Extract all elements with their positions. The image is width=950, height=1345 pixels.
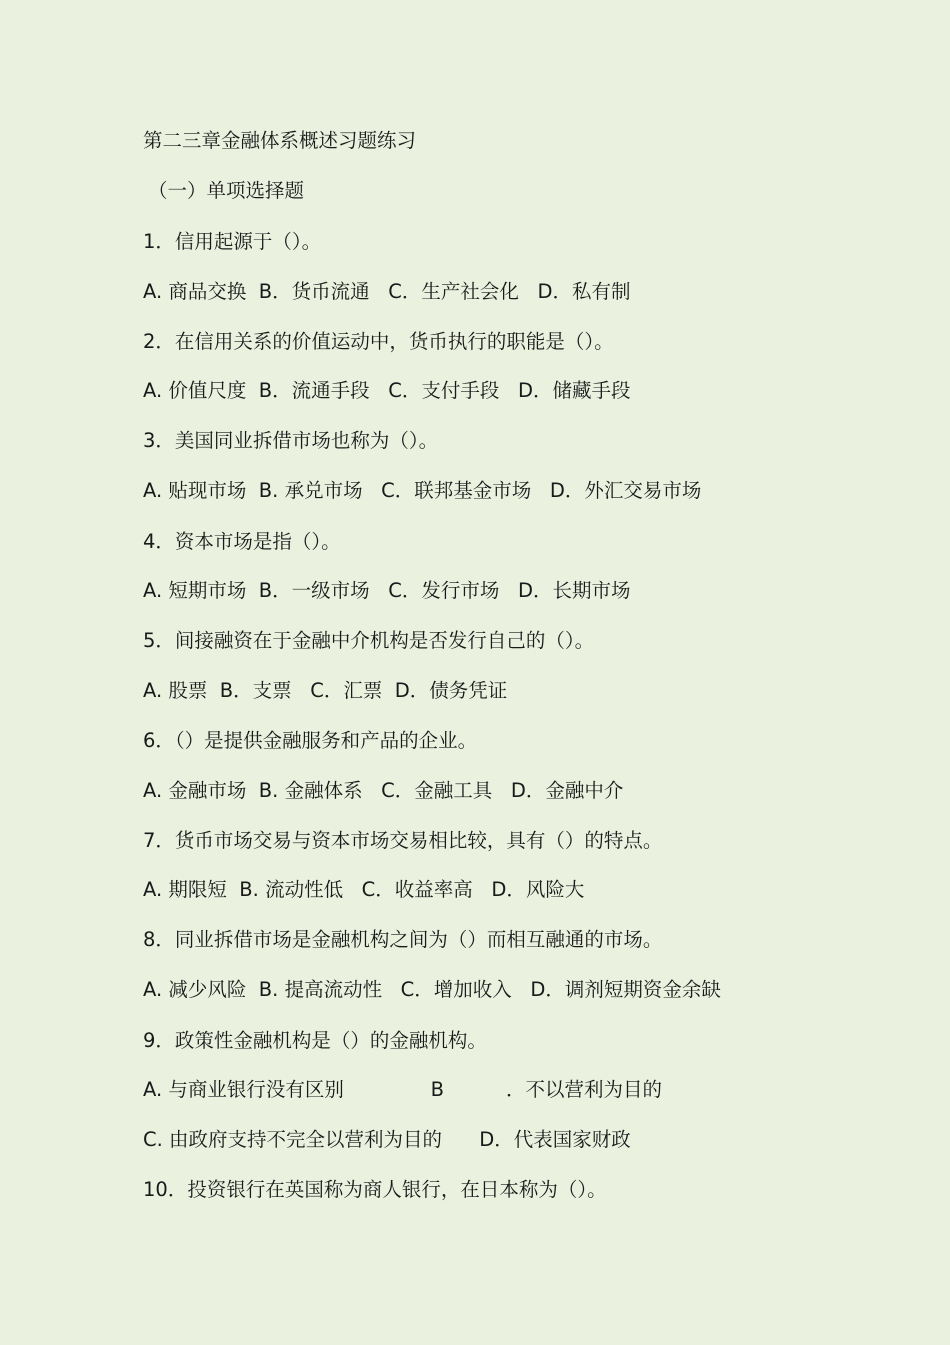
question-line: 9．政策性金融机构是（）的金融机构。 (143, 1029, 487, 1052)
options-line: A. 价值尺度 B．流通手段 C．支付手段 D．储藏手段 (143, 379, 631, 402)
question-line: 6．（）是提供金融服务和产品的企业。 (143, 729, 478, 752)
question-line: 5．间接融资在于金融中介机构是否发行自己的（）。 (143, 629, 595, 652)
section-heading: （一）单项选择题 (148, 179, 305, 202)
question-line: 7．货币市场交易与资本市场交易相比较，具有（）的特点。 (143, 829, 663, 852)
question-line: 4．资本市场是指（）。 (143, 530, 341, 553)
document-title: 第二三章金融体系概述习题练习 (143, 129, 417, 152)
options-line: A. 贴现市场 B. 承兑市场 C．联邦基金市场 D．外汇交易市场 (143, 479, 702, 502)
options-line: C. 由政府支持不完全以营利为目的 D．代表国家财政 (143, 1128, 631, 1151)
options-line: A. 金融市场 B. 金融体系 C．金融工具 D．金融中介 (143, 779, 624, 802)
options-line: A. 期限短 B. 流动性低 C．收益率高 D．风险大 (143, 878, 585, 901)
options-line: A. 与商业银行没有区别 B ．不以营利为目的 (143, 1078, 663, 1101)
options-line: A. 股票 B．支票 C．汇票 D．债务凭证 (143, 679, 508, 702)
options-line: A. 短期市场 B．一级市场 C．发行市场 D．长期市场 (143, 579, 631, 602)
options-line: A. 商品交换 B．货币流通 C．生产社会化 D．私有制 (143, 280, 631, 303)
question-line: 10．投资银行在英国称为商人银行，在日本称为（）。 (143, 1178, 607, 1201)
question-line: 3．美国同业拆借市场也称为（）。 (143, 429, 439, 452)
question-line: 2．在信用关系的价值运动中，货币执行的职能是（）。 (143, 330, 614, 353)
question-line: 8．同业拆借市场是金融机构之间为（）而相互融通的市场。 (143, 928, 663, 951)
options-line: A. 减少风险 B. 提高流动性 C．增加收入 D．调剂短期资金余缺 (143, 978, 721, 1001)
question-line: 1．信用起源于（）。 (143, 230, 322, 253)
